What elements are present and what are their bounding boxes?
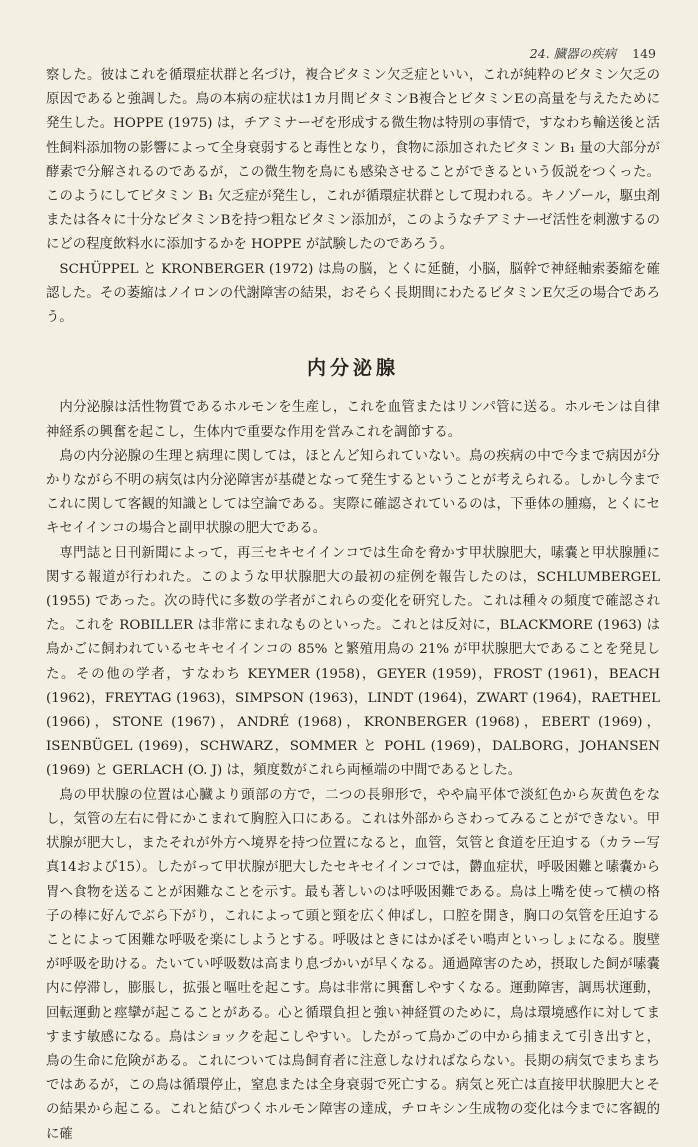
running-header [530,44,656,62]
page-number: 149 [632,46,656,61]
paragraph: SCHÜPPEL と KRONBERGER (1972) は鳥の脳，とくに延髄，小脳，脳幹で神経軸索萎縮を確認した。その萎縮はノイロンの代謝障害の結果，おそらく長期間にわたるビタミンE欠乏の場合であろう。 [46,261,660,326]
paragraph: 察した。彼はこれを循環症状群と名づけ，複合ビタミン欠乏症といい，これが純粋のビタミン欠乏の原因であると強調した。鳥の本病の症状は1カ月間ビタミンB複合とビタミンEの高量を与えたために発生した。HOPPE (1975) は，チアミナーゼを形成する微生物は特別の事情で，すなわち輸送後と活性飼料添加物の影響によって全身衰弱すると毒性となり，食物に添加されたビタミン B₁ 量の大部分が酵素で分解されるのであるが，この微生物を鳥にも感染させることができるという仮説をつくった。このようにしてビタミン B₁ 欠乏症が発生し，これが循環症状群として現われる。キノゾール，駆虫剤または各々に十分なビタミンBを持つ粗なビタミン添加が，このようなチアミナーゼ活性を刺激するのにどの程度飲料水に添加するかを HOPPE が試験したのであろう。 [46,68,660,253]
paragraph: 専門誌と日刊新聞によって，再三セキセイインコでは生命を脅かす甲状腺肥大，嗉嚢と甲状腺腫に関する報道が行われた。このような甲状腺肥大の最初の症例を報告したのは，SCHLUMBERGEL (1955) であった。次の時代に多数の学者がこれらの変化を研究した。これは種々の頻度で確認された。これを ROBILLER は非常にまれなものといった。これとは反対に，BLACKMORE (1963) は鳥かごに飼われているセキセイインコの 85% と繁殖用鳥の 21% が甲状腺肥大であることを発見した。その他の学者，すなわち KEYMER (1958)，GEYER (1959)，FROST (1961)，BEACH (1962)，FREYTAG (1963)，SIMPSON (1963)，LINDT (1964)，ZWART (1964)，RAETHEL (1966)，STONE (1967)，ANDRÉ (1968)，KRONBERGER (1968)，EBERT (1969)，ISENBÜGEL (1969)，SCHWARZ，SOMMER と POHL (1969)，DALBORG，JOHANSEN (1969) と GERLACH (O. J) は，頻度数がこれら両極端の中間であるとした。 [46,545,660,779]
paragraph: 内分泌腺は活性物質であるホルモンを生産し，これを血管またはリンパ管に送る。ホルモンは自律神経系の興奮を起こし，生体内で重要な作用を営みこれを調節する。 [46,400,660,440]
section-title: 内分泌腺 [306,357,399,380]
page-body [46,64,660,1147]
paragraph: 鳥の内分泌腺の生理と病理に関しては，ほとんど知られていない。鳥の疾病の中で今まで病因が分かりながら不明の病気は内分泌障害が基礎となって発生するということが考えられる。しかし今までこれに関して客観的知識としては空論である。実際に確認されているのは，下垂体の腫瘍，とくにセキセイインコの場合と副甲状腺の肥大である。 [46,448,660,537]
paragraph: 鳥の甲状腺の位置は心臓より頭部の方で，二つの長卵形で，やや扁平体で淡紅色から灰黄色をなし，気管の左右に骨にかこまれて胸腔入口にある。これは外部からさわってみることができない。甲状腺が肥大し，またそれが外方へ境界を持つ位置になると，血管，気管と食道を圧迫する（カラー写真14および15）。したがって甲状腺が肥大したセキセイインコでは，欝血症状，呼吸困難と嗉嚢から胃へ食物を送ることが困難なことを示す。最も著しいのは呼吸困難である。鳥は上嘴を使って横の格子の棒に好んでぶら下がり，これによって頭と頸を広く伸ばし，口腔を開き，胸口の気管を圧迫することによって困難な呼吸を楽にしようとする。呼吸はときにはかぼそい鳴声といっしょになる。腹壁が呼吸を助ける。たいてい呼吸数は高まり息づかいが早くなる。通過障害のため，摂取した飼が嗉嚢内に停滞し，膨脹し，拡張と嘔吐を起こす。鳥は非常に興奮しやすくなる。運動障害，調馬状運動，回転運動と痙攣が起こることがある。心と循環負担と強い神経質のために，鳥は環境感作に対してますます敏感になる。鳥はショックを起こしやすい。したがって鳥かごの中から捕まえて引き出すと，鳥の生命に危険がある。これについては鳥飼育者に注意しなければならない。長期の病気でまちまちではあるが，この鳥は循環停止，窒息または全身衰弱で死亡する。病気と死亡は直接甲状腺肥大とその結果から起こる。これと結びつくホルモン障害の達成，チロキシン生成物の変化は今までに客観的に確 [46,787,660,1142]
header-section: 24. 臓器の疾病 [529,46,617,61]
